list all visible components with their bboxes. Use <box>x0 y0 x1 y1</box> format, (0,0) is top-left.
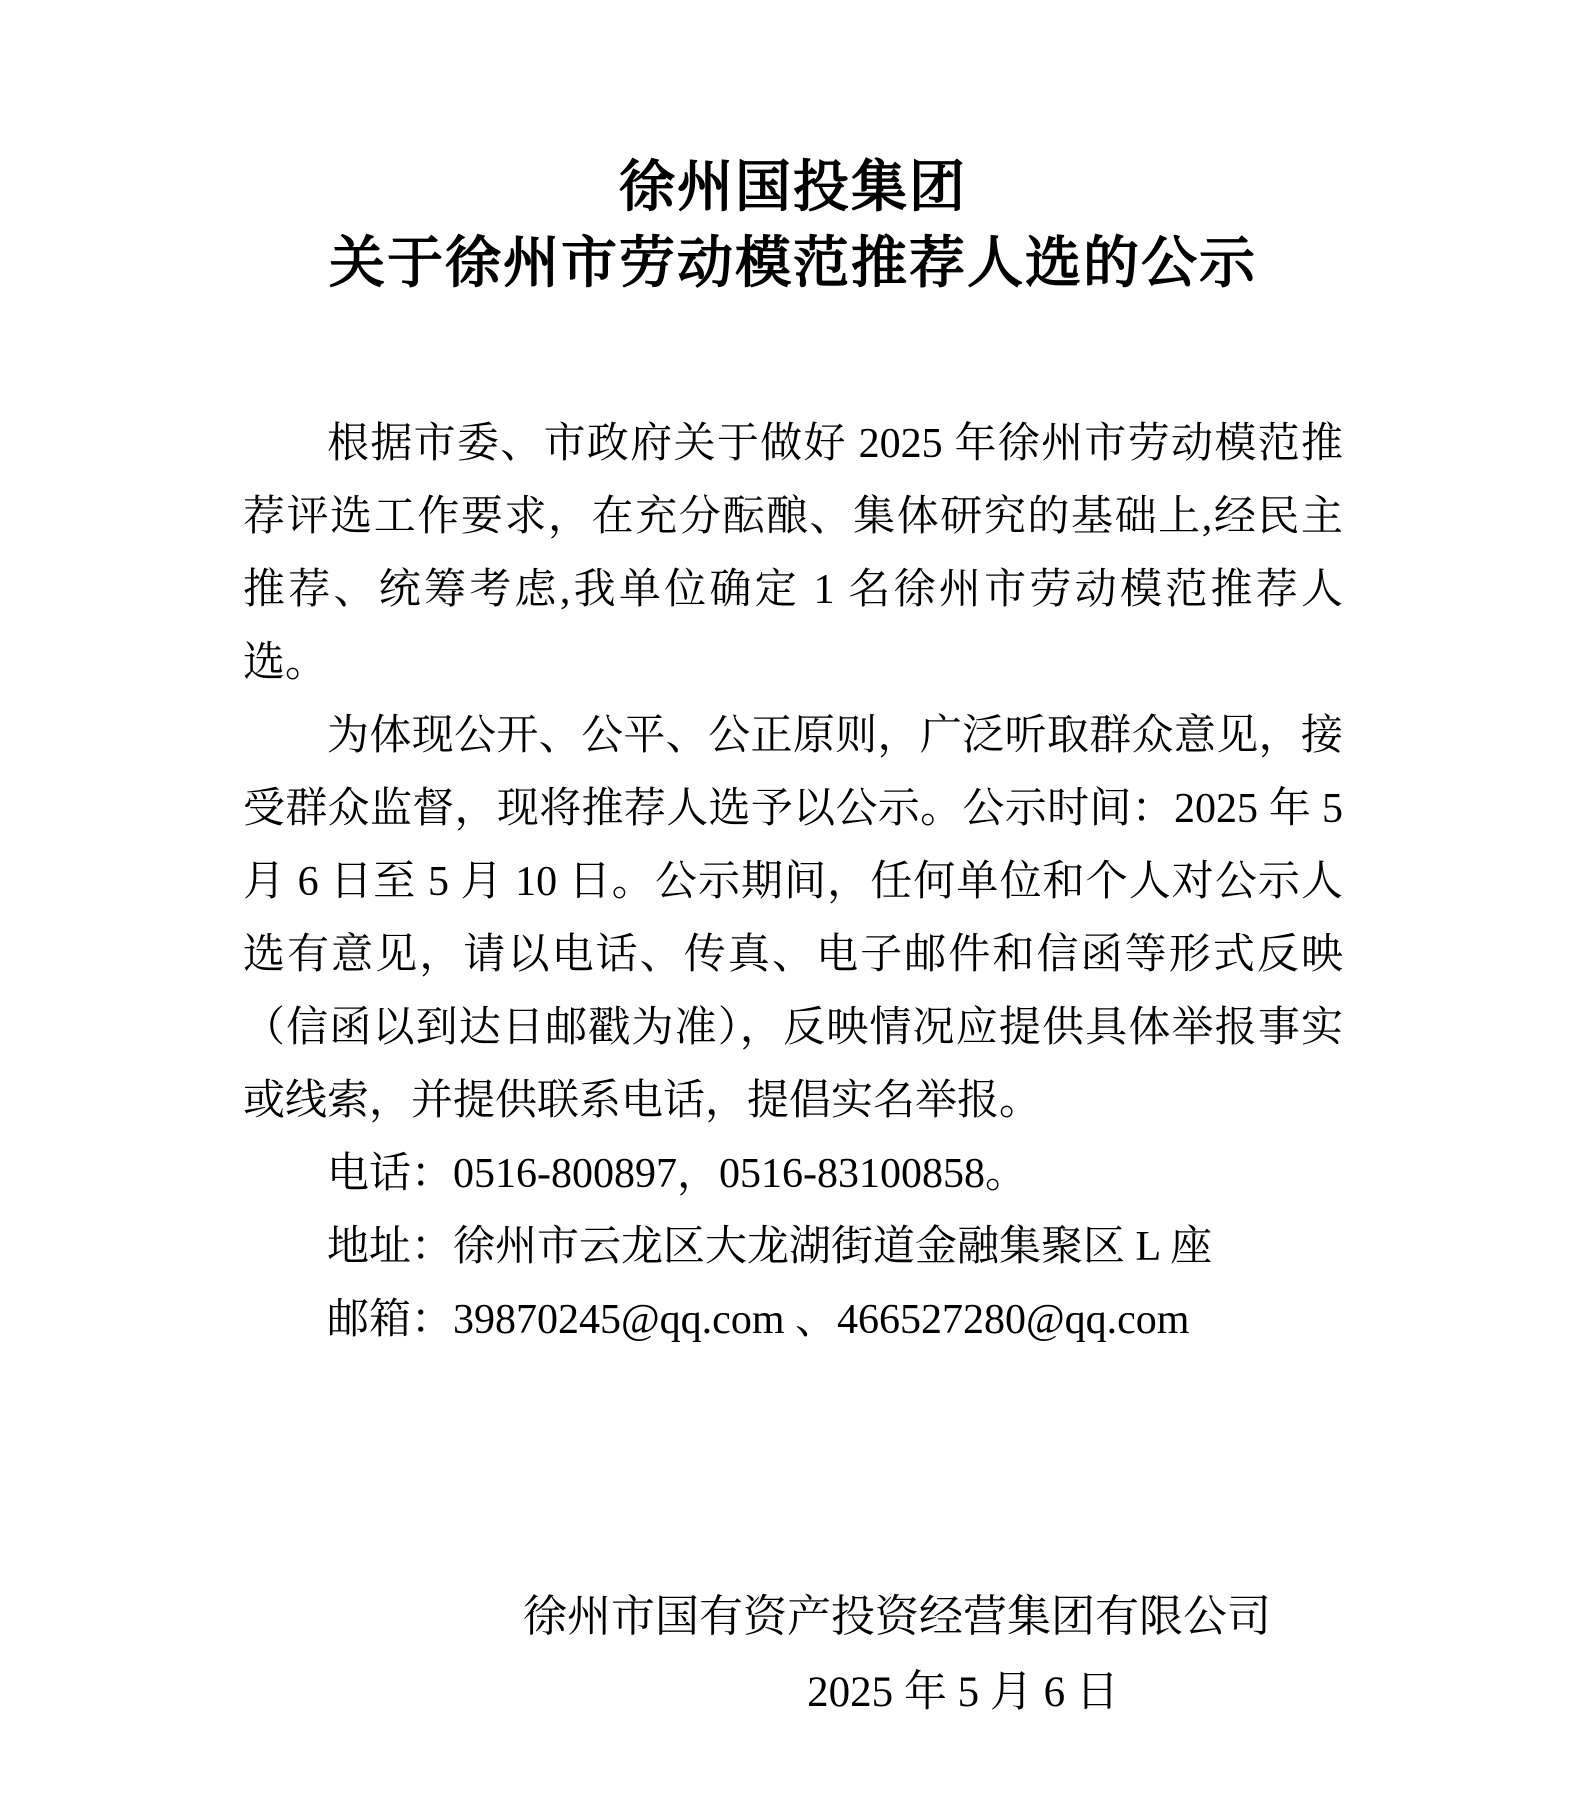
paragraph-recommendation-basis: 根据市委、市政府关于做好 2025 年徐州市劳动模范推荐评选工作要求，在充分酝酿、集体研究的基础上,经民主推荐、统筹考虑,我单位确定 1 名徐州市劳动模范推荐人选。 <box>243 421 1343 686</box>
doc-body <box>243 408 1343 1357</box>
signature-date: 2025 年 5 月 6 日 <box>807 1669 1119 1716</box>
paragraph-publicity-period: 为体现公开、公平、公正原则，广泛听取群众意见，接受群众监督，现将推荐人选予以公示。公示时间：2025 年 5 月 6 日至 5 月 10 日。公示期间，任何单位和个人对公示人选有意见，请以电话、传真、电子邮件和信函等形式反映（信函以到达日邮戳为准），反映情况应提供具体举报事实或线索，并提供联系电话，提倡实名举报。 <box>243 713 1343 1124</box>
signature-block <box>243 1579 1343 1731</box>
doc-title-organization: 徐州国投集团 <box>619 157 967 219</box>
doc-title-subject: 关于徐州市劳动模范推荐人选的公示 <box>329 233 1257 295</box>
signature-company: 徐州市国有资产投资经营集团有限公司 <box>523 1592 1271 1641</box>
contact-email: 邮箱：39870245@qq.com 、466527280@qq.com <box>327 1297 1190 1343</box>
contact-phone: 电话：0516-800897，0516-83100858。 <box>327 1151 1027 1197</box>
doc-title <box>243 150 1343 302</box>
contact-address: 地址：徐州市云龙区大龙湖街道金融集聚区 L 座 <box>327 1224 1213 1270</box>
